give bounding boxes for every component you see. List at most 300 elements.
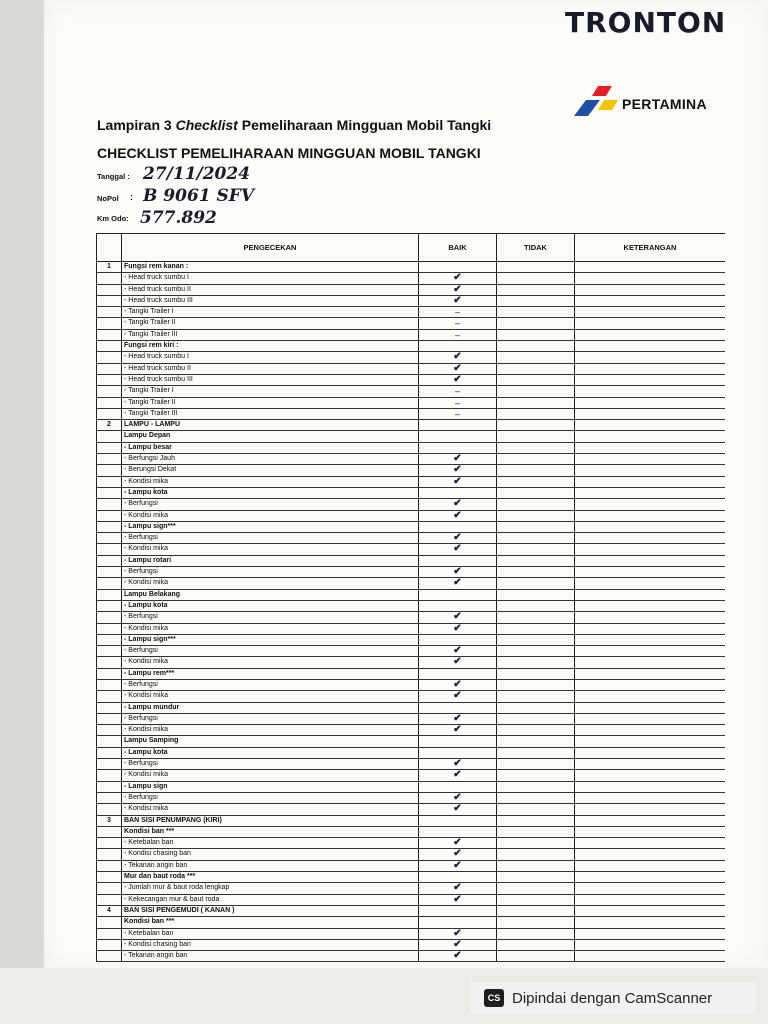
tidak-cell: [497, 714, 575, 724]
row-number: [97, 725, 121, 735]
row-label: - Tangki Trailer I: [121, 307, 419, 317]
row-number: [97, 624, 121, 634]
row-number: [97, 782, 121, 792]
tidak-cell: [497, 477, 575, 487]
row-label: - Head truck sumbu I: [121, 352, 419, 362]
row-label: - Head truck sumbu III: [121, 296, 419, 306]
tidak-cell: [497, 691, 575, 701]
row-number: [97, 691, 121, 701]
document-title: CHECKLIST PEMELIHARAAN MINGGUAN MOBIL TANGKI: [97, 145, 481, 161]
tidak-cell: [497, 285, 575, 295]
tidak-cell: [497, 431, 575, 441]
row-label: - Lampu kota: [121, 488, 419, 498]
baik-cell: [419, 917, 497, 927]
tidak-cell: [497, 443, 575, 453]
row-number: [97, 533, 121, 543]
row-number: [97, 601, 121, 611]
row-number: [97, 398, 121, 408]
tidak-cell: [497, 330, 575, 340]
row-label: - Kondisi mika: [121, 691, 419, 701]
keterangan-cell: [575, 556, 725, 566]
baik-cell: [419, 285, 497, 295]
row-number: [97, 499, 121, 509]
keterangan-cell: [575, 612, 725, 622]
row-label: - Berfungsi: [121, 714, 419, 724]
row-label: - Tangki Trailer II: [121, 398, 419, 408]
table-row: [97, 872, 725, 883]
keterangan-cell: [575, 578, 725, 588]
tidak-cell: [497, 770, 575, 780]
table-row: [97, 262, 725, 273]
row-number: [97, 736, 121, 746]
tidak-cell: [497, 601, 575, 611]
keterangan-cell: [575, 872, 725, 882]
tidak-cell: [497, 341, 575, 351]
table-row: [97, 714, 725, 725]
table-row: [97, 477, 725, 488]
baik-cell: [419, 601, 497, 611]
baik-cell: [419, 691, 497, 701]
keterangan-cell: [575, 398, 725, 408]
row-label: - Head truck sumbu III: [121, 375, 419, 385]
checkmark-icon: ✔: [453, 939, 462, 950]
baik-cell: [419, 793, 497, 803]
row-label: - Tekanan angin ban: [121, 951, 419, 961]
checkmark-icon: ✔: [453, 465, 462, 476]
baik-cell: [419, 657, 497, 667]
baik-cell: [419, 454, 497, 464]
row-label: - Berfungsi: [121, 533, 419, 543]
table-row: [97, 296, 725, 307]
tidak-cell: [497, 782, 575, 792]
table-row: [97, 736, 725, 747]
baik-cell: [419, 940, 497, 950]
tidak-cell: [497, 827, 575, 837]
row-label: - Lampu sign***: [121, 635, 419, 645]
row-label: - Tangki Trailer I: [121, 386, 419, 396]
row-label: Fungsi rem kanan :: [121, 262, 419, 272]
row-label: - Berfungsi: [121, 612, 419, 622]
row-label: - Ketebalan ban: [121, 929, 419, 939]
row-number: [97, 849, 121, 859]
keterangan-cell: [575, 804, 725, 814]
checkmark-icon: ✔: [453, 951, 462, 962]
tidak-cell: [497, 590, 575, 600]
dash-mark-icon: –: [454, 307, 460, 318]
checkmark-icon: ✔: [453, 713, 462, 724]
table-row: [97, 431, 725, 442]
checkmark-icon: ✔: [453, 894, 462, 905]
keterangan-cell: [575, 748, 725, 758]
table-row: [97, 906, 725, 917]
camscanner-icon: CS: [484, 989, 504, 1007]
keterangan-cell: [575, 341, 725, 351]
row-label: - Lampu rem***: [121, 669, 419, 679]
baik-cell: [419, 624, 497, 634]
table-row: [97, 533, 725, 544]
row-label: - Kondisi mika: [121, 578, 419, 588]
keterangan-cell: [575, 465, 725, 475]
keterangan-cell: [575, 488, 725, 498]
table-row: [97, 929, 725, 940]
tidak-cell: [497, 680, 575, 690]
tidak-cell: [497, 556, 575, 566]
row-number: [97, 465, 121, 475]
baik-cell: [419, 386, 497, 396]
table-row: [97, 770, 725, 781]
row-number: 2: [107, 421, 111, 429]
row-number: [97, 285, 121, 295]
table-row: [97, 691, 725, 702]
row-label: - Lampu besar: [121, 443, 419, 453]
row-number: [97, 929, 121, 939]
tidak-cell: [497, 499, 575, 509]
checkmark-icon: ✔: [453, 679, 462, 690]
keterangan-cell: [575, 861, 725, 871]
keterangan-cell: [575, 646, 725, 656]
table-row: [97, 703, 725, 714]
row-number: [97, 657, 121, 667]
row-label: - Kondisi chasing ban: [121, 849, 419, 859]
baik-cell: [419, 748, 497, 758]
keterangan-cell: [575, 409, 725, 419]
dash-mark-icon: –: [454, 408, 460, 419]
row-label: - Lampu sign: [121, 782, 419, 792]
checkmark-icon: ✔: [453, 510, 462, 521]
row-number: [97, 386, 121, 396]
keterangan-cell: [575, 352, 725, 362]
row-number: [97, 861, 121, 871]
checkmark-icon: ✔: [453, 646, 462, 657]
keterangan-cell: [575, 793, 725, 803]
checkmark-icon: ✔: [453, 352, 462, 363]
keterangan-cell: [575, 838, 725, 848]
table-row: [97, 307, 725, 318]
keterangan-cell: [575, 929, 725, 939]
row-label: BAN SISI PENUMPANG (KIRI): [121, 816, 419, 826]
header-pengecekan: PENGECEKAN: [121, 234, 419, 261]
row-number: [97, 307, 121, 317]
row-number: [97, 544, 121, 554]
keterangan-cell: [575, 714, 725, 724]
table-row: [97, 861, 725, 872]
baik-cell: [419, 883, 497, 893]
keterangan-cell: [575, 273, 725, 283]
table-row: [97, 454, 725, 465]
tidak-cell: [497, 703, 575, 713]
baik-cell: [419, 929, 497, 939]
tidak-cell: [497, 725, 575, 735]
table-row: [97, 804, 725, 815]
row-label: Lampu Samping: [121, 736, 419, 746]
checkmark-icon: ✔: [453, 883, 462, 894]
row-label: LAMPU - LAMPU: [121, 420, 419, 430]
baik-cell: [419, 567, 497, 577]
row-number: [97, 770, 121, 780]
keterangan-cell: [575, 906, 725, 916]
document-heading: Lampiran 3 Checklist Pemeliharaan Mingguan Mobil Tangki: [97, 117, 492, 133]
tidak-cell: [497, 793, 575, 803]
keterangan-cell: [575, 499, 725, 509]
tidak-cell: [497, 657, 575, 667]
checkmark-icon: ✔: [453, 623, 462, 634]
table-row: [97, 364, 725, 375]
keterangan-cell: [575, 635, 725, 645]
table-row: [97, 318, 725, 329]
checkmark-icon: ✔: [453, 770, 462, 781]
row-label: Fungsi rem kiri :: [121, 341, 419, 351]
checkmark-icon: ✔: [453, 567, 462, 578]
tidak-cell: [497, 883, 575, 893]
keterangan-cell: [575, 680, 725, 690]
row-label: - Lampu sign***: [121, 522, 419, 532]
table-row: [97, 567, 725, 578]
checkmark-icon: ✔: [453, 612, 462, 623]
baik-cell: [419, 511, 497, 521]
keterangan-cell: [575, 624, 725, 634]
checkmark-icon: ✔: [453, 363, 462, 374]
baik-cell: [419, 556, 497, 566]
row-number: [97, 477, 121, 487]
keterangan-cell: [575, 917, 725, 927]
tidak-cell: [497, 533, 575, 543]
tidak-cell: [497, 861, 575, 871]
table-row: [97, 578, 725, 589]
baik-cell: [419, 533, 497, 543]
row-label: - Lampu kota: [121, 748, 419, 758]
baik-cell: [419, 725, 497, 735]
keterangan-cell: [575, 590, 725, 600]
tidak-cell: [497, 612, 575, 622]
row-label: Kondisi ban ***: [121, 917, 419, 927]
tidak-cell: [497, 488, 575, 498]
table-header: [97, 234, 725, 262]
handwritten-title: TRONTON: [565, 6, 727, 39]
table-row: [97, 285, 725, 296]
row-number: [97, 522, 121, 532]
baik-cell: [419, 759, 497, 769]
table-row: [97, 782, 725, 793]
baik-cell: [419, 318, 497, 328]
baik-cell: [419, 714, 497, 724]
dash-mark-icon: –: [454, 397, 460, 408]
tanggal-label: Tanggal :: [97, 172, 130, 181]
keterangan-cell: [575, 431, 725, 441]
row-label: - Kondisi mika: [121, 511, 419, 521]
tidak-cell: [497, 748, 575, 758]
baik-cell: [419, 849, 497, 859]
checkmark-icon: ✔: [453, 849, 462, 860]
table-row: [97, 816, 725, 827]
keterangan-cell: [575, 454, 725, 464]
table-row: [97, 465, 725, 476]
row-number: [97, 567, 121, 577]
row-number: [97, 409, 121, 419]
table-body: [97, 262, 725, 962]
table-row: [97, 940, 725, 951]
row-label: BAN SISI PENGEMUDI ( KANAN ): [121, 906, 419, 916]
checkmark-icon: ✔: [453, 284, 462, 295]
tidak-cell: [497, 420, 575, 430]
row-label: - Kondisi mika: [121, 544, 419, 554]
row-number: [97, 375, 121, 385]
table-row: [97, 420, 725, 431]
row-label: - Lampu rotari: [121, 556, 419, 566]
camscanner-text: Dipindai dengan CamScanner: [512, 989, 713, 1007]
keterangan-cell: [575, 736, 725, 746]
row-number: 4: [107, 906, 111, 914]
row-number: [97, 635, 121, 645]
tidak-cell: [497, 386, 575, 396]
row-label: - Kondisi mika: [121, 477, 419, 487]
baik-cell: [419, 364, 497, 374]
row-number: [97, 454, 121, 464]
table-row: [97, 838, 725, 849]
row-label: - Head truck sumbu I: [121, 273, 419, 283]
baik-cell: [419, 398, 497, 408]
tidak-cell: [497, 895, 575, 905]
table-row: [97, 443, 725, 454]
row-number: [97, 827, 121, 837]
row-label: - Berfungsi Jauh: [121, 454, 419, 464]
checkmark-icon: ✔: [453, 759, 462, 770]
keterangan-cell: [575, 522, 725, 532]
row-number: [97, 940, 121, 950]
table-row: [97, 827, 725, 838]
row-number: [97, 714, 121, 724]
row-label: - Kekecangan mur & baut roda: [121, 895, 419, 905]
baik-cell: [419, 782, 497, 792]
row-number: 3: [107, 816, 111, 824]
row-number: [97, 431, 121, 441]
table-row: [97, 759, 725, 770]
row-label: - Tangki Trailer III: [121, 409, 419, 419]
checkmark-icon: ✔: [453, 499, 462, 510]
row-label: - Berfungsi: [121, 646, 419, 656]
table-row: [97, 601, 725, 612]
row-number: [97, 895, 121, 905]
row-number: [97, 296, 121, 306]
row-label: - Berfungsi: [121, 567, 419, 577]
keterangan-cell: [575, 567, 725, 577]
table-row: [97, 669, 725, 680]
row-label: - Berfungsi: [121, 499, 419, 509]
table-row: [97, 488, 725, 499]
baik-cell: [419, 262, 497, 272]
keterangan-cell: [575, 895, 725, 905]
tidak-cell: [497, 736, 575, 746]
keterangan-cell: [575, 330, 725, 340]
row-label: Kondisi ban ***: [121, 827, 419, 837]
baik-cell: [419, 341, 497, 351]
row-label: - Tekanan angin ban: [121, 861, 419, 871]
nopol-colon: :: [130, 192, 133, 202]
table-row: [97, 352, 725, 363]
baik-cell: [419, 477, 497, 487]
row-number: [97, 703, 121, 713]
baik-cell: [419, 861, 497, 871]
tidak-cell: [497, 544, 575, 554]
row-number: [97, 793, 121, 803]
row-label: - Kondisi mika: [121, 770, 419, 780]
row-number: [97, 352, 121, 362]
dash-mark-icon: –: [454, 318, 460, 329]
kmodo-value: 577.892: [140, 208, 217, 228]
table-row: [97, 499, 725, 510]
brand-name: PERTAMINA: [622, 96, 707, 112]
baik-cell: [419, 612, 497, 622]
row-label: Lampu Belakang: [121, 590, 419, 600]
header-no: [97, 234, 121, 261]
nopol-label: NoPol: [97, 194, 119, 203]
table-row: [97, 635, 725, 646]
table-row: [97, 680, 725, 691]
tidak-cell: [497, 816, 575, 826]
tidak-cell: [497, 624, 575, 634]
checkmark-icon: ✔: [453, 804, 462, 815]
baik-cell: [419, 488, 497, 498]
table-row: [97, 849, 725, 860]
keterangan-cell: [575, 364, 725, 374]
checkmark-icon: ✔: [453, 838, 462, 849]
keterangan-cell: [575, 285, 725, 295]
row-number: [97, 590, 121, 600]
tidak-cell: [497, 273, 575, 283]
checkmark-icon: ✔: [453, 578, 462, 589]
baik-cell: [419, 680, 497, 690]
baik-cell: [419, 522, 497, 532]
row-number: [97, 318, 121, 328]
table-row: [97, 895, 725, 906]
row-label: Lampu Depan: [121, 431, 419, 441]
row-label: - Lampu kota: [121, 601, 419, 611]
row-number: [97, 646, 121, 656]
keterangan-cell: [575, 849, 725, 859]
keterangan-cell: [575, 782, 725, 792]
keterangan-cell: [575, 511, 725, 521]
row-number: [97, 680, 121, 690]
baik-cell: [419, 635, 497, 645]
tidak-cell: [497, 567, 575, 577]
tidak-cell: [497, 578, 575, 588]
checkmark-icon: ✔: [453, 454, 462, 465]
keterangan-cell: [575, 703, 725, 713]
table-row: [97, 398, 725, 409]
baik-cell: [419, 273, 497, 283]
row-number: [97, 759, 121, 769]
row-number: [97, 669, 121, 679]
tidak-cell: [497, 929, 575, 939]
tanggal-value: 27/11/2024: [143, 164, 251, 184]
baik-cell: [419, 872, 497, 882]
dash-mark-icon: –: [454, 386, 460, 397]
tidak-cell: [497, 522, 575, 532]
keterangan-cell: [575, 691, 725, 701]
checkmark-icon: ✔: [453, 860, 462, 871]
baik-cell: [419, 951, 497, 961]
tidak-cell: [497, 669, 575, 679]
baik-cell: [419, 804, 497, 814]
row-label: - Head truck sumbu II: [121, 285, 419, 295]
tidak-cell: [497, 940, 575, 950]
table-row: [97, 951, 725, 962]
baik-cell: [419, 646, 497, 656]
header-keterangan: KETERANGAN: [623, 243, 677, 252]
table-row: [97, 793, 725, 804]
baik-cell: [419, 409, 497, 419]
row-label: - Berungsi Dekat: [121, 465, 419, 475]
table-row: [97, 556, 725, 567]
